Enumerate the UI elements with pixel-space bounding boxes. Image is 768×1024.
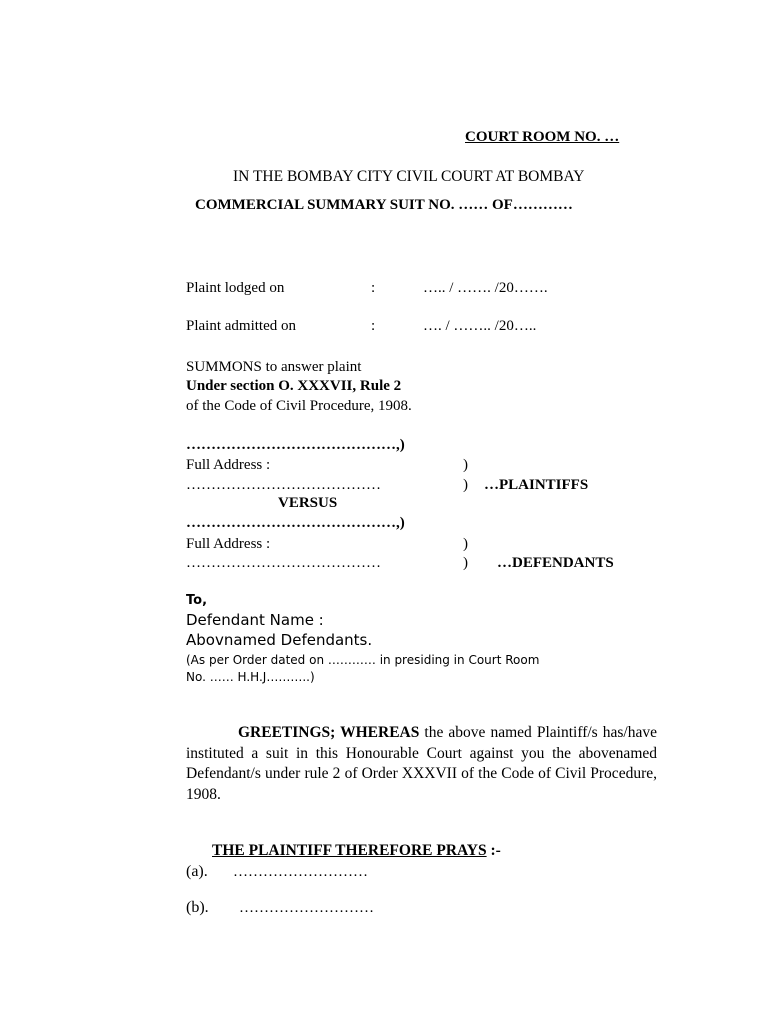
abovenamed-defendants: Abovnamed Defendants. [186, 631, 373, 649]
defendant-bracket: ) [463, 536, 468, 552]
defendant-name-line: ……………………………………,) [186, 515, 405, 531]
defendant-address-dots: ………………………………… [186, 555, 381, 571]
prayer-item-a-value: ……………………… [233, 864, 368, 880]
summons-code: of the Code of Civil Procedure, 1908. [186, 398, 412, 414]
plaintiff-address-dots: ………………………………… [186, 477, 381, 493]
prayer-heading-line [212, 842, 501, 860]
summons-line: SUMMONS to answer plaint [186, 359, 362, 375]
greetings-paragraph [186, 723, 657, 805]
greetings-bold: GREETINGS; WHEREAS [238, 724, 420, 741]
summons-section: Under section O. XXXVII, Rule 2 [186, 378, 402, 394]
versus-label: VERSUS [278, 495, 338, 511]
prayer-item-b-label: (b). [186, 899, 209, 916]
prayer-heading-suffix: :- [486, 842, 501, 859]
order-line: (As per Order dated on ………… in presiding in Court Room [186, 653, 540, 667]
plaint-admitted-date: …. / …….. /20….. [423, 318, 537, 334]
prayer-heading: THE PLAINTIFF THEREFORE PRAYS [212, 842, 487, 859]
court-name: IN THE BOMBAY CITY CIVIL COURT AT BOMBAY [233, 168, 585, 185]
plaintiffs-label: …PLAINTIFFS [484, 477, 589, 493]
court-room-number: COURT ROOM NO. … [465, 129, 620, 145]
plaint-lodged-date: ….. / ……. /20……. [423, 280, 548, 296]
defendant-bracket: ) [463, 555, 468, 571]
plaint-admitted-colon: : [371, 318, 376, 334]
plaint-admitted-label: Plaint admitted on [186, 318, 296, 334]
order-line: No. …… H.H.J………..) [186, 670, 315, 684]
plaintiff-bracket: ) [463, 477, 468, 493]
prayer-item-b-value: ……………………… [239, 900, 374, 916]
plaint-lodged-colon: : [371, 280, 376, 296]
plaint-lodged-label: Plaint lodged on [186, 280, 285, 296]
defendants-label: …DEFENDANTS [497, 555, 614, 571]
suit-number: COMMERCIAL SUMMARY SUIT NO. …… OF………… [195, 197, 573, 213]
plaintiff-bracket: ) [463, 457, 468, 473]
plaintiff-address-label: Full Address : [186, 457, 271, 473]
greetings-text: the above named Plaintiff/s has/have instituted a suit in this Honourable Court against you the abovenamed Defendant/s under rule 2 of Order XXXVII of the Code of Civil Procedure, 1908. [186, 724, 657, 803]
to-label: To, [186, 593, 208, 608]
defendant-name-label: Defendant Name : [186, 611, 324, 629]
defendant-address-label: Full Address : [186, 536, 271, 552]
plaintiff-name-line: ……………………………………,) [186, 437, 405, 453]
prayer-item-a-label: (a). [186, 863, 208, 880]
